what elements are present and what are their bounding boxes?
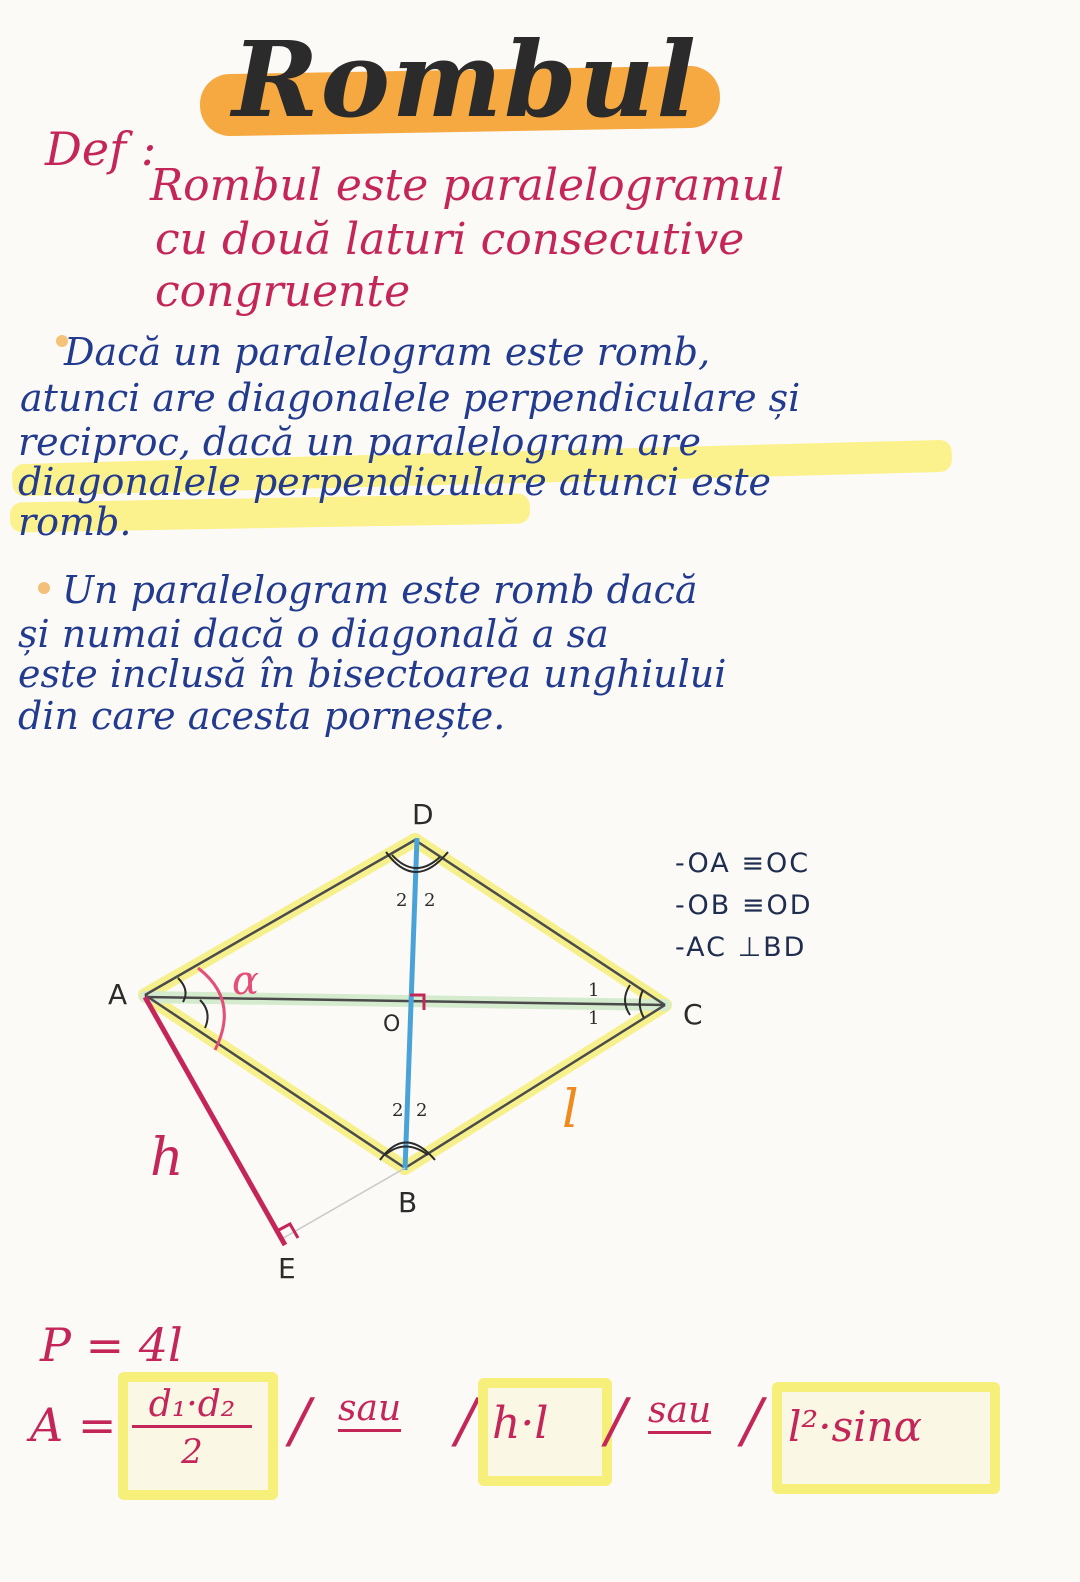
label-C: C xyxy=(683,998,703,1031)
separator: / xyxy=(606,1386,627,1456)
perimeter-formula: P = 4l xyxy=(40,1318,183,1372)
property1-line-1: Dacă un paralelogram este romb, xyxy=(64,330,711,374)
or-text-2: sau xyxy=(648,1390,711,1434)
definition-line-1: Rombul este paralelogramul xyxy=(150,160,785,211)
definition-line-2: cu două laturi consecutive xyxy=(155,214,745,265)
angle-mark-B-right: 2 xyxy=(416,1100,428,1121)
angle-mark-B-left: 2 xyxy=(392,1100,404,1121)
separator: / xyxy=(290,1386,311,1456)
area-label: A = xyxy=(30,1398,117,1452)
property2-line-4: din care acesta pornește. xyxy=(18,694,506,738)
angle-mark-D-left: 2 xyxy=(396,890,408,911)
side-DC xyxy=(415,840,665,1005)
angle-mark-C-top: 1 xyxy=(588,980,600,1001)
angle-mark-D-right: 2 xyxy=(424,890,436,911)
definition-label: Def : xyxy=(45,122,157,176)
property1-line-5: romb. xyxy=(18,500,132,544)
legend-line-3: -AC ⊥BD xyxy=(675,932,807,963)
angle-arc-A xyxy=(200,1000,208,1028)
legend-line-1: -OA ≡OC xyxy=(675,848,811,879)
legend-line-2: -OB ≡OD xyxy=(675,890,813,921)
definition-line-3: congruente xyxy=(155,266,411,317)
property1-line-3: reciproc, dacă un paralelogram are xyxy=(18,420,701,464)
page-title: Rombul xyxy=(232,18,698,141)
property1-line-4: diagonalele perpendiculare atunci este xyxy=(18,460,772,504)
label-h: h xyxy=(150,1128,184,1188)
side-AD xyxy=(145,840,415,995)
side-CB xyxy=(405,1005,665,1168)
label-A: A xyxy=(108,978,128,1011)
formula-3: l²·sinα xyxy=(788,1402,923,1451)
label-alpha: α xyxy=(232,958,260,1004)
label-l: l xyxy=(562,1080,579,1140)
angle-mark-C-bottom: 1 xyxy=(588,1008,600,1029)
label-B: B xyxy=(398,1186,418,1219)
property1-line-2: atunci are diagonalele perpendiculare și xyxy=(20,376,801,420)
label-E: E xyxy=(278,1252,296,1285)
separator: / xyxy=(742,1386,763,1456)
formula-1-numerator: d₁·d₂ xyxy=(132,1384,252,1428)
side-BA xyxy=(145,995,405,1168)
formula-2: h·l xyxy=(492,1398,549,1449)
property2-line-3: este inclusă în bisectoarea unghiului xyxy=(18,652,727,696)
label-O: O xyxy=(383,1012,401,1037)
side-extension xyxy=(280,1168,405,1240)
or-text-1: sau xyxy=(338,1388,401,1432)
formula-1-denominator: 2 xyxy=(181,1432,203,1472)
separator: / xyxy=(456,1386,477,1456)
property2-line-1: Un paralelogram este romb dacă xyxy=(62,568,698,612)
property2-line-2: și numai dacă o diagonală a sa xyxy=(18,612,609,656)
label-D: D xyxy=(412,798,434,831)
